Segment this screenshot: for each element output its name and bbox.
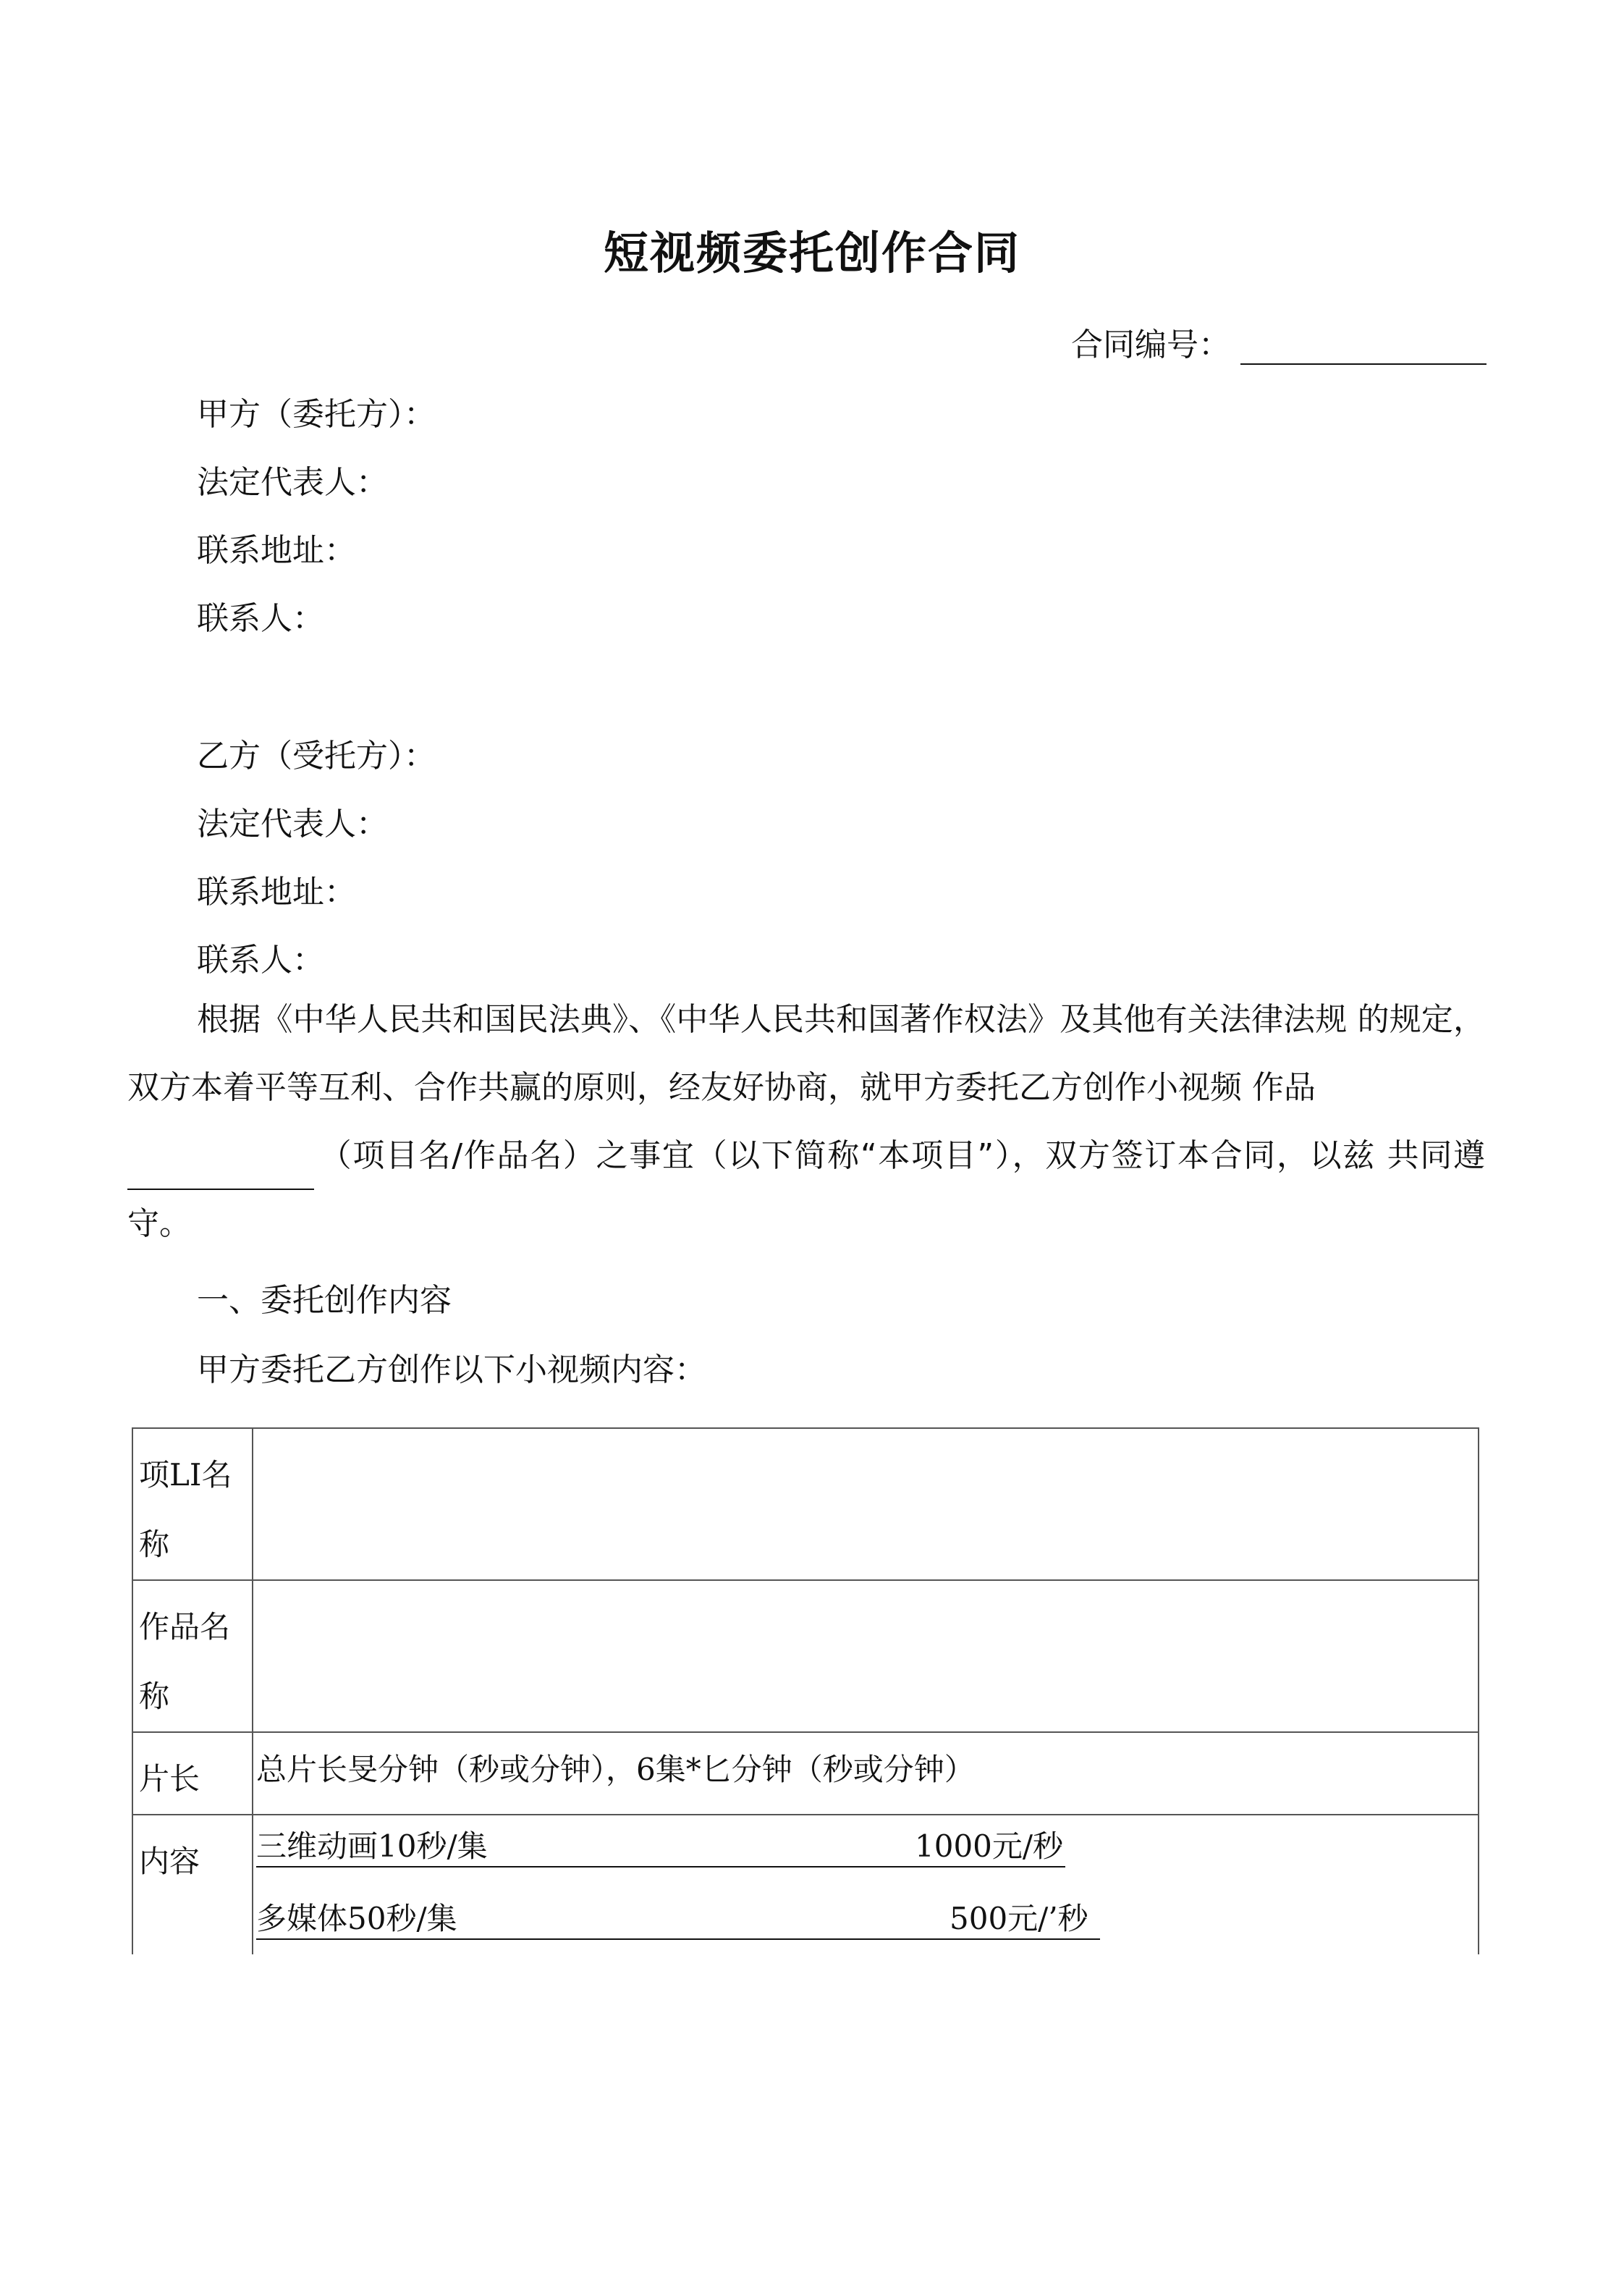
party-a-legal-rep: 法定代表人： — [197, 464, 388, 501]
party-b-address: 联系地址： — [197, 874, 356, 911]
length-cell[interactable] — [253, 1732, 1479, 1815]
project-name-cell[interactable] — [253, 1428, 1479, 1580]
content-label: 内容 — [132, 1815, 253, 1954]
work-name-blank[interactable] — [127, 1152, 314, 1190]
preamble-paragraph — [127, 986, 1485, 1258]
project-name-label: 项LI名称 — [132, 1428, 253, 1580]
section-1-heading: 一、委托创作内容 — [197, 1282, 452, 1319]
party-a-address: 联系地址： — [197, 532, 356, 569]
table-row — [132, 1580, 1479, 1732]
content-table — [132, 1427, 1479, 1954]
content-item-name: 三维动画10秒/集 — [256, 1828, 488, 1864]
content-item — [256, 1828, 1065, 1867]
contract-number-blank[interactable] — [1240, 324, 1486, 365]
party-a-contact: 联系人： — [197, 600, 324, 637]
content-item-price: 500元/’秒 — [950, 1901, 1088, 1936]
preamble-text-1: 根据《中华人民共和国民法典》、《中华人民共和国著作权法》及其他有关法律法规 的规定，双方本着平等互利、合作共赢的原则，经友好协商，就甲方委托乙方创作小视频 作品 — [127, 1001, 1485, 1106]
work-name-label: 作品名称 — [132, 1580, 253, 1732]
table-row — [132, 1815, 1479, 1954]
party-b-contact: 联系人： — [197, 942, 324, 979]
contract-number — [1071, 318, 1486, 365]
party-b-heading: 乙方（受托方）： — [197, 738, 436, 775]
contract-number-label: 合同编号： — [1071, 326, 1230, 363]
table-row — [132, 1732, 1479, 1815]
content-cell[interactable] — [253, 1815, 1479, 1954]
table-row — [132, 1428, 1479, 1580]
content-item-price: 1000元/秒 — [915, 1828, 1064, 1864]
work-name-cell[interactable] — [253, 1580, 1479, 1732]
length-label: 片长 — [132, 1732, 253, 1815]
party-b-legal-rep: 法定代表人： — [197, 806, 388, 843]
document-title: 短视频委托创作合同 — [603, 227, 1020, 279]
content-item-name: 多媒体50秒/集 — [256, 1901, 457, 1936]
length-value: 总片长旻分钟（秒或分钟），6集*匕分钟（秒或分钟） — [256, 1752, 975, 1787]
preamble-text-2: （项目名/作品名）之事宜（以下简称“本项目”），双方签订本合同，以兹 共同遵守。 — [127, 1137, 1485, 1242]
content-item — [256, 1901, 1100, 1940]
party-a-heading: 甲方（委托方）： — [197, 396, 436, 433]
section-1-intro: 甲方委托乙方创作以下小视频内容： — [197, 1351, 706, 1388]
